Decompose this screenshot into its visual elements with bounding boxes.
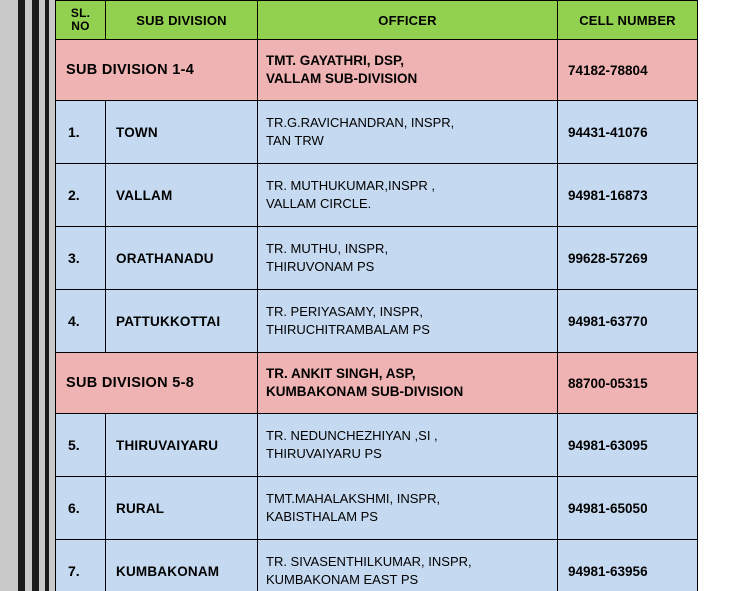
- row-officer: TR. NEDUNCHEZHIYAN ,SI , THIRUVAIYARU PS: [258, 414, 558, 477]
- document-frame-bar-outer: [18, 0, 25, 591]
- header-sl-line1: SL.: [70, 6, 91, 20]
- table-row: [56, 290, 698, 353]
- band-title: SUB DIVISION 5-8: [56, 353, 258, 414]
- header-cell-sub-division: SUB DIVISION: [106, 1, 258, 40]
- table-row: [56, 227, 698, 290]
- row-officer: TR. PERIYASAMY, INSPR, THIRUCHITRAMBALAM PS: [258, 290, 558, 353]
- row-sub-division: VALLAM: [106, 164, 258, 227]
- row-cell-number: 94431-41076: [558, 101, 698, 164]
- table-row: [56, 164, 698, 227]
- row-sub-division: THIRUVAIYARU: [106, 414, 258, 477]
- row-sl-no: 7.: [56, 540, 106, 591]
- band-officer: TMT. GAYATHRI, DSP, VALLAM SUB-DIVISION: [258, 40, 558, 101]
- row-sl-no: 1.: [56, 101, 106, 164]
- row-cell-number: 94981-65050: [558, 477, 698, 540]
- row-sub-division: ORATHANADU: [106, 227, 258, 290]
- table-row: [56, 414, 698, 477]
- sub-division-band-row: [56, 40, 698, 101]
- row-cell-number: 94981-63770: [558, 290, 698, 353]
- document-frame-bar-inner: [45, 0, 49, 591]
- band-title: SUB DIVISION 1-4: [56, 40, 258, 101]
- band-cell-number: 74182-78804: [558, 40, 698, 101]
- header-cell-sl-no: [56, 1, 106, 40]
- table-row: [56, 477, 698, 540]
- row-sub-division: KUMBAKONAM: [106, 540, 258, 591]
- header-cell-officer: OFFICER: [258, 1, 558, 40]
- row-officer: TR. MUTHU, INSPR, THIRUVONAM PS: [258, 227, 558, 290]
- row-officer: TR.G.RAVICHANDRAN, INSPR, TAN TRW: [258, 101, 558, 164]
- row-officer: TR. MUTHUKUMAR,INSPR , VALLAM CIRCLE.: [258, 164, 558, 227]
- table-header-row: [56, 1, 698, 40]
- row-sl-no: 4.: [56, 290, 106, 353]
- row-sl-no: 6.: [56, 477, 106, 540]
- row-sl-no: 5.: [56, 414, 106, 477]
- row-sl-no: 2.: [56, 164, 106, 227]
- document-frame-bar-middle: [32, 0, 39, 591]
- table-row: [56, 540, 698, 591]
- row-cell-number: 94981-63956: [558, 540, 698, 591]
- table-body: [56, 1, 698, 591]
- row-cell-number: 94981-63095: [558, 414, 698, 477]
- officer-contact-table: [55, 0, 698, 591]
- sub-division-band-row: [56, 353, 698, 414]
- header-cell-cell-number: CELL NUMBER: [558, 1, 698, 40]
- table-row: [56, 101, 698, 164]
- row-sub-division: RURAL: [106, 477, 258, 540]
- document-sheet: [55, 0, 730, 591]
- row-cell-number: 99628-57269: [558, 227, 698, 290]
- header-sl-line2: NO: [71, 19, 90, 33]
- band-officer: TR. ANKIT SINGH, ASP, KUMBAKONAM SUB-DIVISION: [258, 353, 558, 414]
- row-sl-no: 3.: [56, 227, 106, 290]
- row-officer: TR. SIVASENTHILKUMAR, INSPR, KUMBAKONAM EAST PS: [258, 540, 558, 591]
- band-cell-number: 88700-05315: [558, 353, 698, 414]
- row-sub-division: TOWN: [106, 101, 258, 164]
- row-officer: TMT.MAHALAKSHMI, INSPR, KABISTHALAM PS: [258, 477, 558, 540]
- row-sub-division: PATTUKKOTTAI: [106, 290, 258, 353]
- row-cell-number: 94981-16873: [558, 164, 698, 227]
